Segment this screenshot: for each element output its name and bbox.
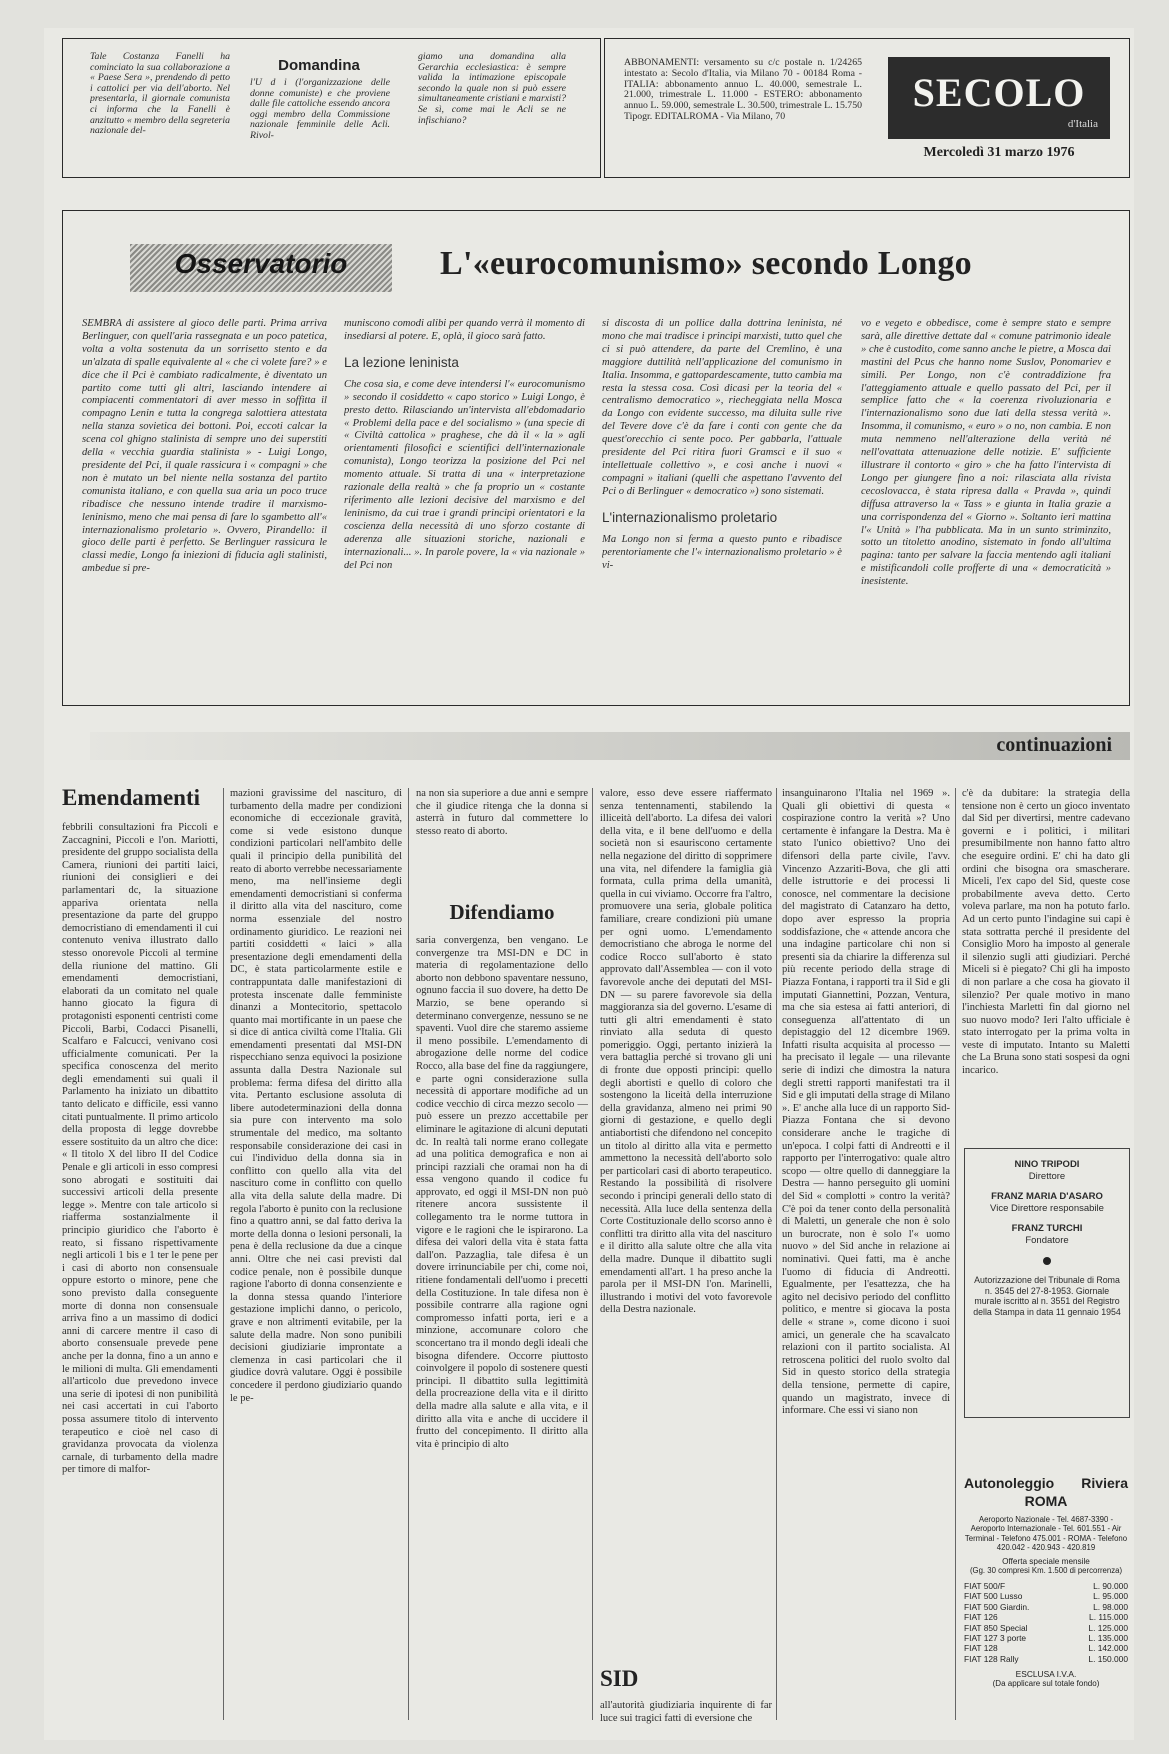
founder-name: FRANZ TURCHI [1011, 1223, 1083, 1234]
ad-car-price: L. 135.000 [1088, 1633, 1128, 1644]
column-rule [955, 788, 956, 1720]
difendiamo-col3-text: saria convergenza, ben vengano. Le convergenze tra MSI-DN e DC in materia di regolamentazione dello aborto non debbono spaventare nessuno, ognuno faccia il suo dovere, ha detto De Marzio, se bene operando si determinano convergenze, nessuno se ne spaventi. Vuol dire che staremo assieme il meno possibile. L'emendamento di abrogazione delle norme del codice Rocco, alla base del fine da raggiungere, e parte ogni considerazione sulla necessità di apportare modifiche ad un codice vecchio di circa mezzo secolo — può essere un prezzo accettabile per eliminare le agitazione di alcuni deputati dc. In realtà tali norme erano collegate ad una politica demografica e non ai principi razziali che oramai non ha di essa vengono quando il codice fu approvato, ed oggi il MSI-DN non può ritenere ancora sussistente il collegamento tra le norme tuttora in vigore e le ragioni che le ispirarono. La difesa dei valori della vita è stata fatta dall'on. Pazzaglia, tale difesa è un dovere irrinunciabile per chi, come noi, ritiene fondamentali dell'uomo i precetti della Costituzione. In tale difesa non è possibile contrarre alla ragione ogni compromesso infatti porta, ieri e a minzione, accomunare coloro che sconcertano tra il mondo degli ideali che bisogna difendere. Occorre piuttosto coinvolgere il popolo di sostenere questi principi. Il dibattito sulla legittimità della procreazione della vita e il diritto della madre alla salute e alla vita, e il diritto alla vita e anche di uccidere il frutto del concepimento. Il diritto alla vita è principio di alto [416, 935, 588, 1450]
ad-title-1: Autonoleggio [964, 1475, 1055, 1491]
sid-col6-text: c'è da dubitare: la strategia della tensione non è certo un gioco inventato dal Sid per divertirsi, mentre cadevano governi e i politici, i militari presumibilmente non hanno fatto altro che eseguire ordini. E' chi ha dato gli ordini che bisogna ora smascherare. Miceli, l'ex capo del Sid, queste cose probabilmente aveva detto. Certo voleva parlare, ma non ha potuto farlo. Ad un certo punto l'indagine sui capi è stata sottratta perché il presidente del Consiglio Moro ha imposto al generale il silenzio sugli atti giudiziari. Perché Miceli si è piegato? Chi gli ha imposto di non parlare a che cosa ha giovato il silenzio? Per quale motivo in mano l'inchiesta Marletti fin dal giorno nel suo nuovo modo? Ieri l'alto ufficiale è stato interrogato per la prima volta in veste di imputato. Intanto su Maletti che La Bruna sono stati sospesi da ogni incarico. [962, 788, 1130, 1077]
observatorio-col4-body: vo e vegeto e obbedisce, come è sempre stato e sempre sarà, alle direttive dettate dal « comune patrimonio ideale » che è custodito, come sanno anche le pietre, a Mosca dai mastini del Pcus che hanno nome Suslov, Ponomariev e simili. Per Longo, non c'è contraddizione fra l'atteggiamento attuale e quello passato del Pci, per il semplice fatto che « la coerenza rivoluzionaria e l'internazionalismo sono due lati della stessa verità ». Insomma, il comunismo, « euro » o no, non cambia. E non muta nemmeno nell'alterazione della verità né nell'ovattata attenuazione delle notizie. E' sufficiente illustrare il contorto « giro » che ha fatto l'intervista di Longo per giungere fino a noi: rilasciata alla rivista cecoslovacca, è stata ripresa dalla « Pravda », quindi diffusa attraverso la « Tass » e giunta in Italia grazie a una corrispondenza del « Giorno ». Soltanto ieri mattina l'« Unità » l'ha pubblicata. Ma in un sunto striminzito, sotto un titoletto anodino, sistemato in fondo all'ultima pagina: tanto per salvare la faccia mentendo agli italiani e mistificandoli colle profferte di una « democraticità » inesistente. [861, 318, 1111, 588]
brief-text-1: Tale Costanza Fanelli ha cominciato la sua collaborazione a « Paese Sera », prendendo di petto i cattolici per via dell'aborto. Nel presentarla, il giornale comunista ci informa che la Fanelli è anzitutto « membro della segreteria nazionale del- [90, 52, 230, 137]
subscription-info: ABBONAMENTI: versamento su c/c postale n. 1/24265 intestato a: Secolo d'Italia, via Milano 70 - 00184 Roma - ITALIA: abbonamento annuo L. 40.000, semestrale L. 21.000, trimestrale L. 11.000 - ESTERO: abbonamento annuo L. 59.000, semestrale L. 30.500, trimestrale L. 15.750 Tipogr. EDITALROMA - Via Milano, 70 [624, 58, 862, 122]
brief-title: Domandina [278, 57, 360, 74]
ad-car-name: FIAT 127 3 porte [964, 1633, 1027, 1644]
ad-price-row [964, 1633, 1128, 1643]
observatorio-col3-body: si discosta di un pollice dalla dottrina leninista, né mono che mai tradisce i principi marxisti, tutto quel che ci si può attendere, da parte del Cremlino, è una maggiore duttilità nell'applicazione del comunismo in Italia. Insomma, e gattopardescamente, tutto cambia ma resta la stessa cosa. Così dicasi per la teoria del « centralismo democratico », riecheggiata nella Mosca da Longo con evidente successo, ma diluita sulle rive del Tevere dove c'è da fare i conti con gente che da quest'orecchio ci sente poco. Per gabbarla, l'attuale presidente del Pci ritira fuori Gramsci e il suo « intellettuale collettivo », e così anche i nuovi « compagni » italiani (quelli che aspettano l'avvento del Pci o di Berlinguer « democratico ») sono sistemati. [602, 318, 842, 497]
emendamenti-col3-text: na non sia superiore a due anni e sempre che il giudice ritenga che la donna si asterrà in futuro dal commettere lo stesso reato di aborto. [416, 788, 588, 837]
emendamenti-col-1 [62, 822, 218, 1730]
issue-date: Mercoledì 31 marzo 1976 [923, 145, 1075, 160]
logo-block [888, 57, 1110, 139]
observatorio-subhead-1: La lezione leninista [344, 354, 459, 370]
column-rule [776, 788, 777, 1720]
ad-car-name: FIAT 500 Giardin. [964, 1601, 1030, 1612]
difendiamo-title: Difendiamo [449, 900, 555, 924]
ad-car-price: L. 125.000 [1088, 1622, 1128, 1633]
ad-car-name: FIAT 850 Special [964, 1622, 1028, 1633]
sid-col5-text: insanguinarono l'Italia nel 1969 ». Quali gli obiettivi di questa « cospirazione contro la verità »? Uno certamente è infangare la Destra. Ma è stato l'unico obiettivo? Uno dei difensori della parte civile, l'avv. Vincenzo Azzariti-Bova, che gli atti delle istruttorie e dei processi li conosce, nel commentare la decisione del magistrato di Catanzaro ha detto, dopo aver espresso la propria soddisfazione, che « attende ancora che una indagine particolare chi non si presenti sia da chiarire la differenza sul più recente periodo della strage di Piazza Fontana, i rapporti tra il Sid e gli imputati Giannettini, Pozzan, Ventura, ma che sia estesa ai fatti anteriori, di conseguenza all'attentato di un depistaggio del 12 dicembre 1969. Infatti risulta acquisita al processo — ha precisato il legale — una rilevante serie di indizi che dimostra la natura degli stretti rapporti manifestati tra il Sid e gli imputati della strage di Milano ». E' anche alla luce di un rapporto Sid-Piazza Fontana che si devono considerare anche le tragiche di un'epoca. I colpi fatti di Andreotti e il rapporto per l'interrogativo: quale altro scopo — oltre quello di danneggiare la Destra — hanno perseguito gli uomini del Sid « complotti » contro la verità? C'è poi da tener conto della personalità di Maletti, un generale che non è solo un burocrate, non è solo l'« uomo nuovo » del Sid anche in relazione ai nominativi. Quei fatti, ma è anche l'uomo di fiducia di Andreotti. Egualmente, per l'esattezza, che ha agito nel decisivo periodo del conflitto politico, e mentre si giocava la posta delle « strane », come dicono i suoi amici, un generale che ha scavalcato relazioni con il partito socialista. Al retroscena politici del ruolo svolto dal Sid in questo storico della strategia della tensione, permette di capire, quando un magistrato, invece di informare. Che essi vi siano non [782, 788, 950, 1417]
ad-price-row [964, 1602, 1128, 1612]
ad-offer-title: Offerta speciale mensile [1002, 1557, 1090, 1566]
observatorio-title: L'«eurocomunismo» secondo Longo [440, 245, 972, 282]
observatorio-col-4 [861, 318, 1111, 702]
brief-text-2: l'U d i (l'organizzazione delle donne comuniste) e che proviene dalle file cattoliche essendo ancora oggi membro della Commissione nazionale femminile delle Acli. Rivol- [250, 78, 390, 141]
ad-car-name: FIAT 500/F [964, 1581, 1006, 1591]
emendamenti-col-2 [230, 788, 402, 1730]
observatorio-col2-lead: muniscono comodi alibi per quando verrà il momento di insediarsi al potere. E, oplà, il gioco sarà fatto. [344, 318, 585, 342]
emendamenti-col2-text: mazioni gravissime del nascituro, di turbamento della madre per condizioni economiche di eccezionale gravità, come si vede esistono dunque condizioni particolari nell'ambito delle quali il principio della punibilità del reato di aborto verrebbe necessariamente meno, ma nell'insieme degli emendamenti democristiani si conferma il diritto alla vita del nascituro, come norma essenziale del nostro ordinamento giuridico. Le reazioni nei partiti cosiddetti « laici » alla presentazione degli emendamenti della DC, è stata particolarmente estile e contrappuntata dalle manifestazioni di protesta inscenate dalle femministe dinanzi a Montecitorio, spettacolo quanto mai mortificante in un paese che si dice di antica civiltà come l'Italia. Gli emendamenti presentati dal MSI-DN rispecchiano senza equivoci la posizione assunta dalla Destra Nazionale sul problema: ferma difesa del diritto alla vita. Pertanto esclusione assoluta di libere autodeterminazioni della donna sia pure con intervento ma solo strumentale del medico, ma soltanto responsabile considerazione dei casi in cui l'individuo della donna sia in conflitto con quello alla vita del nascituro come in conflitto con quello alla vita della salute della madre. Di regola l'aborto è punito con la reclusione fino a quattro anni, se dal fatto deriva la morte della donna o lesioni personali, la pena è della reclusione da due a cinque anni. Oltre che nei casi previsti dal codice penale, non è possibile dunque ragione l'aborto di donna consenziente e la donna stessa quando l'interiore gestazione implichi danno, o pericolo, grave e non altrimenti evitabile, per la salute della madre. Non sono punibili decisioni giudiziarie improntate a clemenza in casi particolari che il giudice dovrà valutare. Oggi è possibile concedere il perdono giudiziario quando le pe- [230, 788, 402, 1404]
column-rule [592, 788, 593, 1720]
ad-car-name: FIAT 500 Lusso [964, 1591, 1023, 1602]
ad-price-row [964, 1591, 1128, 1601]
ad-price-row [964, 1623, 1128, 1633]
sid-col-5 [782, 788, 950, 1730]
ad-car-price: L. 90.000 [1093, 1581, 1128, 1591]
sid-col-6 [962, 788, 1130, 1143]
ad-title-3: ROMA [1024, 1493, 1068, 1509]
ad-car-name: FIAT 128 [964, 1643, 998, 1654]
observatorio-col3-end: Ma Longo non si ferma a questo punto e ribadisce perentoriamente che l'« internazionalismo proletario » è vi- [602, 533, 842, 571]
ad-car-price: L. 150.000 [1088, 1653, 1128, 1664]
observatorio-text-1: SEMBRA di assistere al gioco delle parti. Prima arriva Berlinguer, con quell'aria rassegnata e un poco patetica, volta a volta sostenuta da un sorrisetto stento e da un'alzata di spalle equivalente al « che ci volete fare? » e dice che il Pci è cambiato radicalmente, è diventato un partito come tutti gli altri, lasciando intendere ai compiacenti commentatori di aver messo in soffitta il compagno Lenin e tutta la congrega salottiera attestata nella stanza sovietica dei bottoni. Poi, eccoti calcar la scena col ghigno stalinista di sempre uno dei superstiti della « vecchia guardia stalinista » - Luigi Longo, presidente del Pci, il quale rassicura i « compagni » che non è mutato un bel niente nella sostanza del partito comunista italiano, e con quella sua aria un poco truce ribadisce che nessuno intende tradire il marxismo-leninismo, meno che mai pensa di fare lo sgambetto all'« internazionalismo proletario ». Ovvero, Pirandello: il gioco delle parti è perfetto. Se Berlinguer rassicura le classi medie, Longo fa iniezioni di fiducia agli stalinisti, ambedue si pre- [82, 318, 327, 575]
emendamenti-title: Emendamenti [62, 785, 200, 810]
column-rule [223, 788, 224, 1720]
observatorio-col-1 [82, 318, 327, 702]
ad-price-row [964, 1643, 1128, 1653]
ad-car-price: L. 115.000 [1089, 1612, 1128, 1623]
bullet-icon [1043, 1257, 1051, 1265]
observatorio-col-2 [344, 318, 585, 702]
ad-price-row [964, 1654, 1128, 1664]
ad-info: Aeroporto Nazionale - Tel. 4687-3390 - Aeroporto Internazionale - Tel. 601.551 - Air Terminal - Telefono 475.001 - ROMA - Telefono 420.042 - 420.943 - 420.819 [964, 1515, 1128, 1552]
ad-car-name: FIAT 126 [964, 1612, 998, 1623]
sid-title: SID [600, 1666, 639, 1691]
director-role: Direttore [1028, 1171, 1066, 1182]
observatorio-col2-body: Che cosa sia, e come deve intendersi l'« eurocomunismo » secondo il cosiddetto « capo storico » Luigi Longo, è presto detto. Rilasciando un'intervista all'ebdomadario « Problemi della pace e del socialismo » (una specie di « Civiltà cattolica » praghese, che dà il « la » agli orientamenti filosofici e scientifici dell'internazionale comunista), Longo teorizza la posizione del Pci nel momento attuale. Si tratta di una « interpretazione razionale della realtà » che fa proprio un « costante riferimento alle lezioni decisive del marxismo e del leninismo, da cui trae i grandi principi orientatori e la coscienza della necessità di uno sforzo costante di aderenza alle situazioni storiche, nazionali e internazionali... ». In parole povere, la « via nazionale » del Pci non [344, 378, 585, 571]
sid-col4-text: all'autorità giudiziaria inquirente di far luce sui tragici fatti di eversione che [600, 1700, 772, 1724]
observatorio-subhead-2: L'internazionalismo proletario [602, 509, 778, 525]
sid-col-4 [600, 1700, 772, 1730]
ad-footer-1: ESCLUSA I.V.A. [1015, 1669, 1077, 1680]
ad-price-list [964, 1581, 1128, 1664]
observatorio-label: Osservatorio [174, 248, 348, 279]
brief-text-3: giamo una domandina alla Gerarchia ecclesiastica: è sempre valida la intimazione episcopale secondo la quale non si può essere simultaneamente cristiani e marxisti? Se sì, come mai le Acli se ne infischiano? [418, 52, 566, 126]
observatorio-col-3 [602, 318, 842, 702]
logo-subtitle: d'Italia [1067, 118, 1098, 130]
ad-car-price: L. 95.000 [1093, 1591, 1128, 1602]
ad-car-name: FIAT 128 Rally [964, 1653, 1019, 1664]
difendiamo-col-4 [600, 788, 772, 1628]
resp-role: Vice Direttore responsabile [990, 1203, 1104, 1214]
ad-title-2: Riviera [1081, 1475, 1128, 1491]
column-rule [408, 788, 409, 1720]
ad-price-row [964, 1612, 1128, 1622]
logo-text: SECOLO [912, 70, 1086, 115]
continuazioni-label: continuazioni [996, 734, 1112, 756]
director-name: NINO TRIPODI [1014, 1159, 1080, 1170]
credits-box [964, 1148, 1130, 1418]
founder-role: Fondatore [1025, 1235, 1069, 1246]
difendiamo-col-3 [416, 935, 588, 1730]
car-rental-ad [964, 1475, 1128, 1688]
ad-offer-sub: (Gg. 30 compresi Km. 1.500 di percorrenza) [969, 1566, 1123, 1575]
emendamenti-col-3 [416, 788, 588, 868]
ad-footer-2: (Da applicare sul totale fondo) [992, 1679, 1100, 1689]
legal-notice: Autorizzazione del Tribunale di Roma n. 3545 del 27-8-1953. Giornale murale iscritto al n. 3551 del Registro della Stampa in data 11 gennaio 1954 [973, 1275, 1121, 1317]
ad-price-row [964, 1581, 1128, 1591]
resp-name: FRANZ MARIA D'ASARO [991, 1191, 1103, 1202]
emendamenti-col1-text: febbrili consultazioni fra Piccoli e Zaccagnini, Piccoli e l'on. Mariotti, presidente del gruppo socialista della Camera, riunioni dei partiti laici, riunioni dei consiglieri e dei parlamentari dc, la situazione appariva orientata nella presentazione da parte del gruppo democristiano di emendamenti il cui contenuto veniva illustrato dallo stesso onorevole Piccoli al termine della riunione del mattino. Gli emendamenti democristiani, elaborati da un comitato nel quale hanno giocato la figura di protagonisti esponenti centristi come Piccoli, Barbi, Codacci Pisanelli, Scalfaro e Falcucci, venivano così ufficialmente comunicati. Per la specifica conoscenza del merito degli emendamenti sui quali il Parlamento ha iniziato un dibattito tanto delicato e difficile, essi vanno citati puntualmente. Il primo articolo della proposta di legge dovrebbe essere sostituito da un altro che dice: « Il titolo X del libro II del Codice Penale e gli articoli in esso compresi sono abrogati e sostituiti dai successivi articoli della presente legge ». Mentre con tale articolo si riafferma sostanzialmente il principio giuridico che l'aborto è reato, si fissano rispettivamente negli articoli 1 bis e 1 ter le pene per i casi di aborto non consensuale oppure estorto o minore, pene che sono previsto dalla conseguente morte di donna non consensuale arriva fino a un massimo di dodici anni di carcere mentre il caso di aborto consensuale prevede pene anche per la donna, fino a un anno e le milioni di multa. Gli emendamenti all'articolo due prevedono invece una serie di ipotesi di non punibilità nei casi accertati in cui l'aborto possa assumere titolo di intervento terapeutico e cioè nel caso di gravidanza provocata da violenza carnale, di turbamento della madre per timore di malfor- [62, 822, 218, 1476]
ad-car-price: L. 142.000 [1088, 1643, 1128, 1654]
difendiamo-col4-text: valore, esso deve essere riaffermato senza tentennamenti, stabilendo la illiceità dell'aborto. La difesa dei valori della vita, e il bene dell'uomo e della società non si esauriscono certamente nella negazione del diritto di sopprimere una vita, nel difendere la famiglia già formata, culla prima della umanità, quella in cui viviamo. Occorre fra l'altro, promuovere una seria, globale politica familiare, creare condizioni più umane per ogni uomo. L'emendamento democristiano che abroga le norme del codice Rocco sull'aborto è stato approvato dall'Assemblea — con il voto favorevole anche dei deputati del MSI-DN — su parere favorevole sia della maggioranza sia del governo. L'esame di tutti gli altri emendamenti è stato rinviato alla seduta di questo pomeriggio. Oggi, pertanto inizierà la vera battaglia perché si trovano gli uni di fronte due opposti principi: quello degli abortisti e quello di coloro che sostengono la liceità della interruzione della gravidanza, almeno nei primi 90 giorni di gestazione, e quello degli antiabortisti che difendono nel concepito un titolo al diritto alla vita e permetto ammettono la necessità dell'aborto solo per particolari casi di aborto terapeutico. Restando la possibilità di risolvere secondo i principi generali dello stato di necessità. Alla luce della sentenza della Corte Costituzionale dello scorso anno è conflitti tra diritto alla vita del nascituro e il diritto alla salute oltre che alla vita della madre. Dunque il dibattito sugli emendamenti all'art. 1 ha preso anche la parola per il MSI-DN l'on. Marinelli, illustrando i motivi del voto favorevole della Destra nazionale. [600, 788, 772, 1316]
ad-car-price: L. 98.000 [1093, 1601, 1128, 1612]
